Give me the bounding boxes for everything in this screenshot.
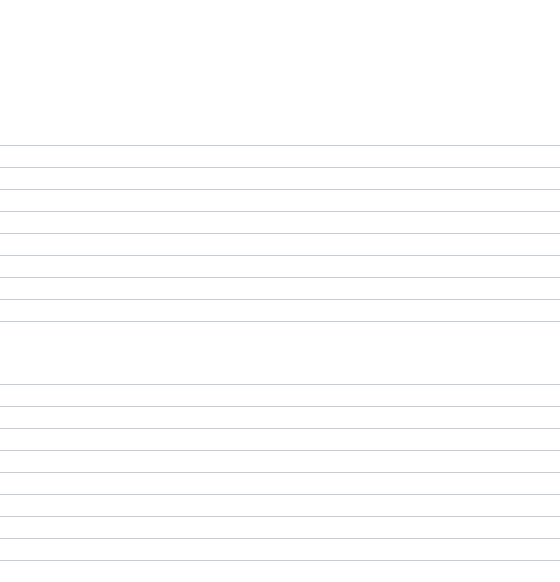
ruled-line — [0, 494, 560, 516]
upper-ruled-lines — [0, 145, 560, 343]
ruled-line — [0, 321, 560, 343]
lower-ruled-lines — [0, 384, 560, 582]
ruled-line — [0, 211, 560, 233]
ruled-line — [0, 189, 560, 211]
ruled-line — [0, 277, 560, 299]
ruled-line — [0, 406, 560, 428]
ruled-line — [0, 255, 560, 277]
ruled-line — [0, 233, 560, 255]
ruled-line — [0, 299, 560, 321]
ruled-line — [0, 538, 560, 560]
ruled-line — [0, 145, 560, 167]
ruled-line — [0, 428, 560, 450]
ruled-line — [0, 516, 560, 538]
ruled-line — [0, 167, 560, 189]
ruled-line — [0, 450, 560, 472]
ruled-line — [0, 472, 560, 494]
ruled-line — [0, 384, 560, 406]
ruled-line — [0, 560, 560, 582]
